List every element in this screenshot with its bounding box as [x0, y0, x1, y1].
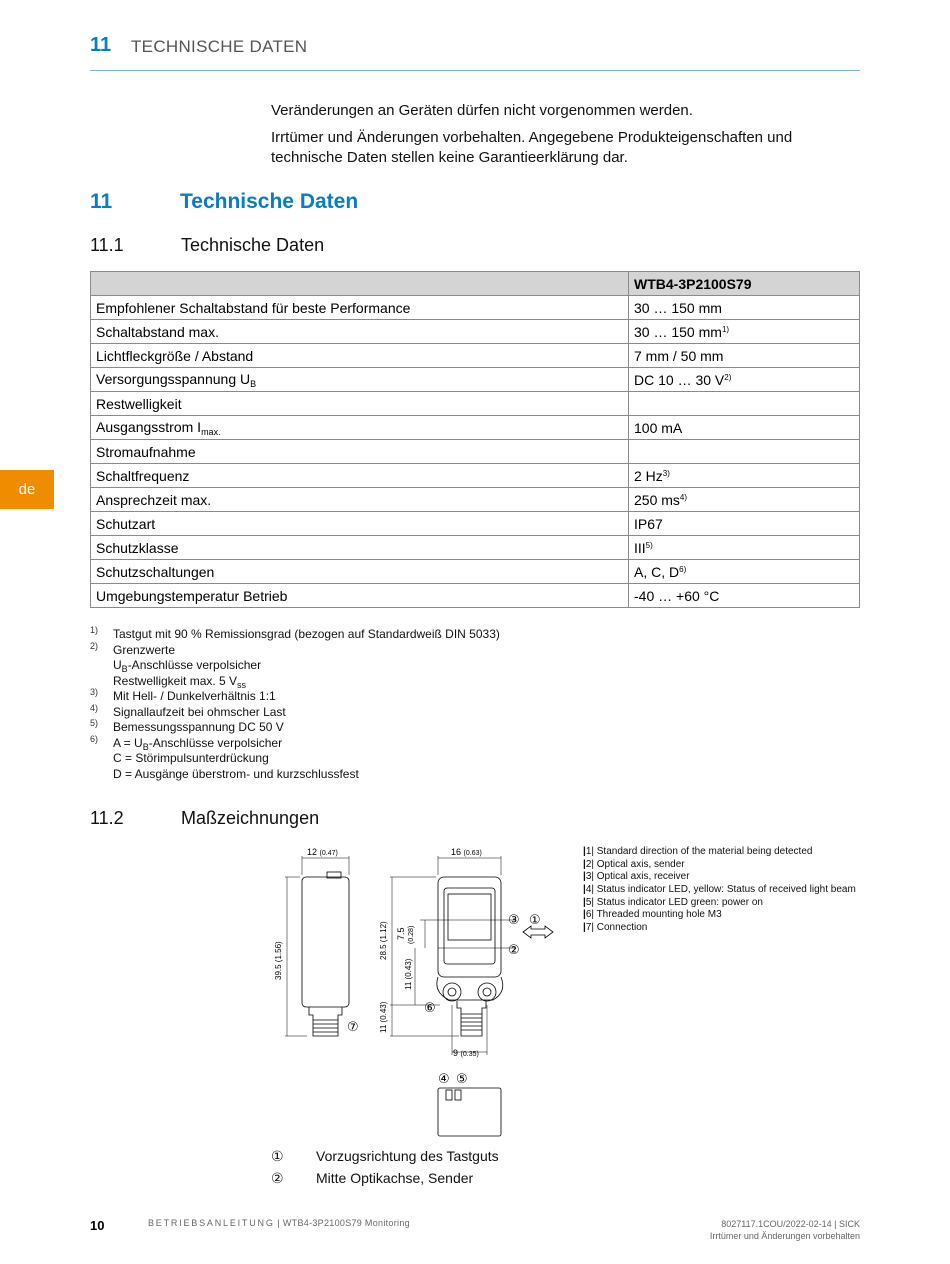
- footnote-text: Mit Hell- / Dunkelverhältnis 1:1: [113, 689, 276, 703]
- marker-6: ⑥: [424, 1000, 436, 1015]
- mounting-hole-right: [478, 983, 496, 1001]
- table-row: [91, 512, 860, 536]
- intro-paragraph-1: Veränderungen an Geräten dürfen nicht vorgenommen werden.: [271, 102, 693, 119]
- table-row: [91, 464, 860, 488]
- marker-1: ①: [529, 912, 541, 927]
- row-value: [629, 440, 860, 464]
- table-row: [91, 536, 860, 560]
- sensor-front-optics: [448, 894, 491, 940]
- legend-item: |4| Status indicator LED, yellow: Status of received light beam: [583, 884, 856, 896]
- table-row: [91, 320, 860, 344]
- dim-11a: 11 (0.43): [404, 958, 413, 990]
- row-label: Schutzart: [91, 512, 629, 536]
- footnote-text: Restwelligkeit max. 5 $V_{ss}$: [113, 673, 247, 690]
- footnote-mark: 6): [90, 733, 99, 744]
- footnote-text: Grenzwerte: [113, 642, 176, 657]
- footnote-text: Tastgut mit 90 % Remissionsgrad (bezogen auf Standardweiß DIN 5033): [113, 627, 500, 641]
- dim-7-in: (0.28): [408, 925, 415, 944]
- header-chapter-title: TECHNISCHE DATEN: [131, 37, 308, 56]
- row-value: 250 $ms^{4)}$: [629, 488, 860, 512]
- table-header-model: WTB4-3P2100S79: [629, 272, 860, 296]
- running-header: [90, 34, 860, 71]
- dim-28: 28.5 (1.12): [379, 921, 388, 960]
- row-label: Schutzschaltungen: [91, 560, 629, 584]
- sensor-front-body: [438, 877, 501, 977]
- table-row: [91, 488, 860, 512]
- callout-text: Mitte Optikachse, Sender: [316, 1170, 474, 1186]
- legend-item: |7| Connection: [583, 922, 648, 934]
- table-header-row: [91, 272, 860, 296]
- dim-width-side: 12 (0.47): [307, 847, 338, 857]
- marker-3: ③: [508, 912, 520, 927]
- table-row: [91, 560, 860, 584]
- callout-text: Vorzugsrichtung des Tastguts: [316, 1148, 499, 1164]
- dimension-drawing: [265, 840, 575, 1150]
- footnote-text: Bemessungsspannung DC 50 V: [113, 720, 284, 734]
- footnote-mark: 1): [90, 625, 99, 635]
- section-number: 11: [90, 190, 113, 213]
- footer-doc-id: 8027117.1COU/2022-02-14 | SICK: [721, 1219, 860, 1229]
- row-label: Versorgungsspannung $U_B$: [91, 368, 629, 392]
- subsection-number-2: 11.2: [90, 808, 124, 828]
- row-label: Empfohlener Schaltabstand für beste Performance: [91, 296, 629, 320]
- row-value: 2 Hz$^{3)}$: [629, 464, 860, 488]
- table-row: [91, 392, 860, 416]
- tech-data-table: [90, 271, 860, 608]
- row-label: Stromaufnahme: [91, 440, 629, 464]
- row-value: A, C, $D^{6)}$: [629, 560, 860, 584]
- row-value: DC 10 … 30 $V^{2)}$: [629, 368, 860, 392]
- callout-marker: ①: [271, 1148, 284, 1164]
- row-value: 100 mA: [629, 416, 860, 440]
- row-label: Lichtfleckgröße / Abstand: [91, 344, 629, 368]
- footnote-text: D = Ausgänge überstrom- und kurzschlussfest: [113, 766, 359, 781]
- footnote-mark: 4): [90, 702, 99, 713]
- header-chapter-number: 11: [90, 34, 112, 56]
- dim-height-total: 39.5 (1.56): [274, 941, 283, 980]
- footnote-text: Signallaufzeit bei ohmscher Last: [113, 704, 286, 719]
- dim-11b: 11 (0.43): [379, 1001, 388, 1033]
- row-value: IP67: [629, 512, 860, 536]
- legend-item: |1| Standard direction of the material being detected: [583, 846, 813, 857]
- footnote-mark: 5): [90, 718, 99, 728]
- subsection-title: Technische Daten: [181, 235, 325, 255]
- row-label: Umgebungstemperatur Betrieb: [91, 584, 629, 608]
- table-row: [91, 368, 860, 392]
- row-label: Schutzklasse: [91, 536, 629, 560]
- page-number: 10: [90, 1218, 105, 1233]
- row-label: Ausgangsstrom $I_{max.}$: [91, 416, 629, 440]
- row-value: -40 … +60 °C: [629, 584, 860, 608]
- row-label: Restwelligkeit: [91, 392, 629, 416]
- section-title: Technische Daten: [180, 190, 359, 213]
- table-header-empty: [91, 272, 629, 296]
- subsection-title-2: Maßzeichnungen: [181, 808, 320, 828]
- table-row: [91, 296, 860, 320]
- footer-right: [710, 1218, 860, 1242]
- footnote-mark: 2): [90, 640, 99, 651]
- legend-item: |6| Threaded mounting hole M3: [583, 909, 722, 921]
- language-tab: de: [0, 470, 54, 509]
- legend-item: |2| Optical axis, sender: [583, 858, 685, 870]
- dim-7: 7.5: [396, 927, 406, 940]
- legend-item: |3| Optical axis, receiver: [583, 871, 690, 883]
- row-label: Schaltabstand max.: [91, 320, 629, 344]
- row-value: 30 … 150 $mm^{1)}$: [629, 320, 860, 344]
- footer-disclaimer: Irrtümer und Änderungen vorbehalten: [709, 1231, 860, 1241]
- footnote-text: $A = U_B$-Anschlüsse verpolsicher: [113, 735, 283, 752]
- intro-paragraph-2: Irrtümer und Änderungen vorbehalten. Angegebene Produkteigenschaften und technische Daten stellen keine Garantieerklärung dar.: [271, 129, 793, 166]
- marker-5: ⑤: [456, 1071, 468, 1086]
- table-row: [91, 344, 860, 368]
- marker-4: ④: [438, 1071, 450, 1086]
- sensor-front-connector: [457, 1001, 486, 1036]
- row-value: [629, 392, 860, 416]
- sensor-side-body: [302, 877, 349, 1007]
- table-row: [91, 584, 860, 608]
- direction-arrow-icon: [523, 926, 553, 938]
- callout-marker: ②: [271, 1170, 284, 1186]
- footnote-text: C = Störimpulsunterdrückung: [113, 751, 269, 765]
- row-label: Schaltfrequenz: [91, 464, 629, 488]
- subsection-number: 11.1: [90, 235, 124, 255]
- row-value: III$^{5)}$: [629, 536, 860, 560]
- marker-2: ②: [508, 942, 520, 957]
- footer-document-title: BETRIEBSANLEITUNG | WTB4-3P2100S79 Monitoring: [148, 1218, 410, 1228]
- marker-7: ⑦: [347, 1019, 359, 1034]
- dim-width-front: 16 (0.63): [451, 847, 482, 857]
- row-value: 7 mm / 50 mm: [629, 344, 860, 368]
- mounting-hole-left: [443, 983, 461, 1001]
- row-value: 30 … 150 mm: [629, 296, 860, 320]
- footnote-mark: 3): [90, 687, 99, 697]
- row-label: Ansprechzeit max.: [91, 488, 629, 512]
- table-row: [91, 440, 860, 464]
- sensor-top-view: [438, 1088, 501, 1136]
- table-row: [91, 416, 860, 440]
- footnote-text: $U_B$-Anschlüsse verpolsicher: [113, 658, 262, 674]
- drawing-legend: [583, 846, 856, 935]
- dim-9: 9 (0.35): [453, 1048, 479, 1058]
- legend-item: |5| Status indicator LED green: power on: [583, 896, 763, 908]
